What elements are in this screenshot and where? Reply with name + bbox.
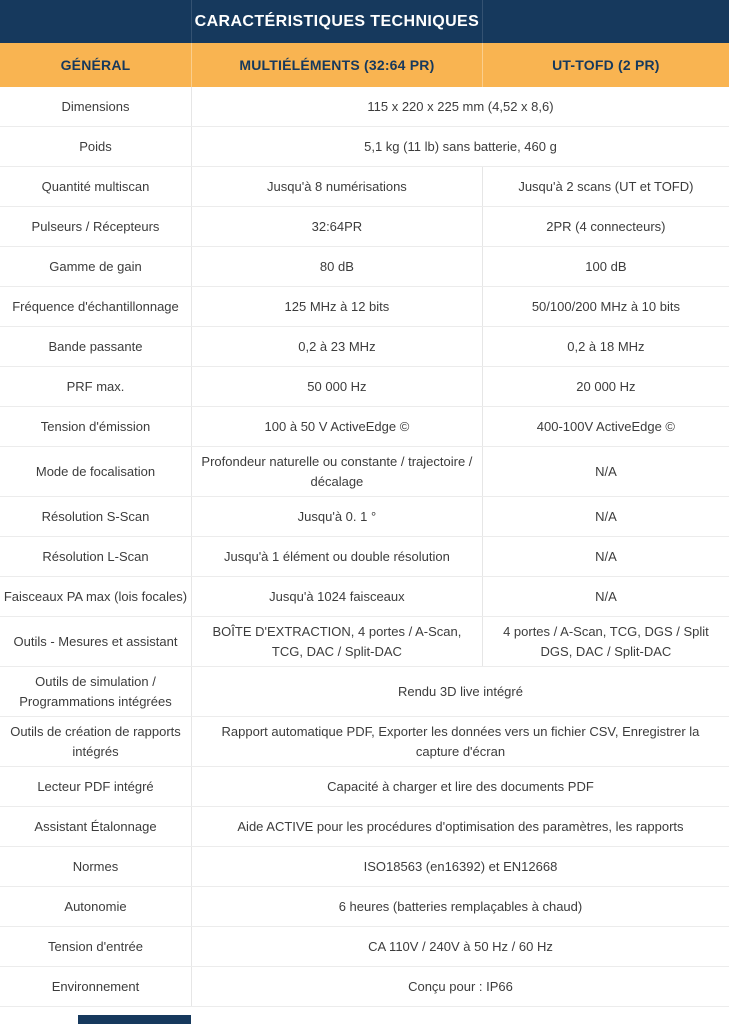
row-label: Résolution S-Scan <box>41 508 150 524</box>
column-header-ut-tofd: UT-TOFD (2 PR) <box>482 43 729 87</box>
page-title: CARACTÉRISTIQUES TECHNIQUES <box>194 12 480 30</box>
table-row <box>0 327 729 367</box>
table-row <box>0 717 729 767</box>
row-label: Outils - Mesures et assistant <box>13 633 178 649</box>
row-value-ut-tofd: Jusqu'à 2 scans (UT et TOFD) <box>482 167 729 206</box>
row-value-ut-tofd: 0,2 à 18 MHz <box>482 327 729 366</box>
row-value-combined: Rapport automatique PDF, Exporter les données vers un fichier CSV, Enregistrer la capture d'écran <box>191 717 729 766</box>
row-label: Normes <box>72 858 119 874</box>
table-row <box>0 367 729 407</box>
row-value-ut-tofd: 4 portes / A-Scan, TCG, DGS / Split DGS, DAC / Split-DAC <box>482 617 729 666</box>
row-value-combined: 115 x 220 x 225 mm (4,52 x 8,6) <box>191 87 729 126</box>
row-value-multielements: Jusqu'à 1024 faisceaux <box>191 577 482 616</box>
row-label: Outils de création de rapports intégrés <box>10 724 181 759</box>
title-band <box>0 0 729 43</box>
row-value-ut-tofd: 2PR (4 connecteurs) <box>482 207 729 246</box>
row-value-ut-tofd: N/A <box>482 537 729 576</box>
row-value-multielements: 50 000 Hz <box>191 367 482 406</box>
table-row <box>0 577 729 617</box>
row-value-multielements: 80 dB <box>191 247 482 286</box>
table-row <box>0 887 729 927</box>
row-label: Pulseurs / Récepteurs <box>31 218 160 234</box>
row-label: Outils de simulation / Programmations intégrées <box>19 674 172 709</box>
row-label: Environnement <box>51 978 140 994</box>
row-value-ut-tofd: 400-100V ActiveEdge © <box>482 407 729 446</box>
table-row <box>0 407 729 447</box>
row-value-multielements: Jusqu'à 0. 1 ° <box>191 497 482 536</box>
row-label: Résolution L-Scan <box>42 548 149 564</box>
row-value-multielements: 100 à 50 V ActiveEdge © <box>191 407 482 446</box>
row-label: PRF max. <box>66 378 125 394</box>
column-header-general: GÉNÉRAL <box>60 57 131 73</box>
spec-table-body <box>0 87 729 1007</box>
row-label: Faisceaux PA max (lois focales) <box>3 588 188 604</box>
table-row <box>0 247 729 287</box>
table-row <box>0 497 729 537</box>
row-value-ut-tofd: 100 dB <box>482 247 729 286</box>
row-value-multielements: 125 MHz à 12 bits <box>191 287 482 326</box>
row-label: Assistant Étalonnage <box>34 818 157 834</box>
row-label: Lecteur PDF intégré <box>37 778 154 794</box>
row-label: Tension d'émission <box>40 418 151 434</box>
table-row <box>0 967 729 1007</box>
table-row <box>0 667 729 717</box>
table-row <box>0 87 729 127</box>
row-value-ut-tofd: N/A <box>482 447 729 496</box>
table-row <box>0 537 729 577</box>
row-value-combined: Capacité à charger et lire des documents PDF <box>191 767 729 806</box>
row-value-combined: CA 110V / 240V à 50 Hz / 60 Hz <box>191 927 729 966</box>
row-value-combined: 5,1 kg (11 lb) sans batterie, 460 g <box>191 127 729 166</box>
table-row <box>0 767 729 807</box>
row-value-combined: ISO18563 (en16392) et EN12668 <box>191 847 729 886</box>
table-row <box>0 847 729 887</box>
title-band-center-cell <box>191 0 482 43</box>
table-row <box>0 167 729 207</box>
row-label: Fréquence d'échantillonnage <box>12 298 179 314</box>
row-value-ut-tofd: 50/100/200 MHz à 10 bits <box>482 287 729 326</box>
row-value-combined: Conçu pour : IP66 <box>191 967 729 1006</box>
table-row <box>0 447 729 497</box>
row-label: Mode de focalisation <box>35 463 156 479</box>
next-section-band-fragment <box>78 1015 191 1024</box>
title-band-left-cell <box>0 0 191 43</box>
row-label: Bande passante <box>48 338 143 354</box>
row-label: Quantité multiscan <box>41 178 150 194</box>
table-row <box>0 617 729 667</box>
row-value-multielements: Jusqu'à 1 élément ou double résolution <box>191 537 482 576</box>
table-row <box>0 807 729 847</box>
row-value-combined: Aide ACTIVE pour les procédures d'optimisation des paramètres, les rapports <box>191 807 729 846</box>
column-header-multielements: MULTIÉLÉMENTS (32:64 PR) <box>191 43 482 87</box>
row-label: Poids <box>79 138 112 154</box>
row-label: Tension d'entrée <box>47 938 143 954</box>
row-value-multielements: Profondeur naturelle ou constante / trajectoire / décalage <box>191 447 482 496</box>
row-value-ut-tofd: N/A <box>482 577 729 616</box>
table-row <box>0 207 729 247</box>
row-value-combined: Rendu 3D live intégré <box>191 667 729 716</box>
row-label: Autonomie <box>64 898 127 914</box>
row-label: Gamme de gain <box>49 258 142 274</box>
title-band-right-cell <box>482 0 729 43</box>
row-value-ut-tofd: 20 000 Hz <box>482 367 729 406</box>
row-value-multielements: 0,2 à 23 MHz <box>191 327 482 366</box>
row-label: Dimensions <box>61 98 130 114</box>
row-value-combined: 6 heures (batteries remplaçables à chaud) <box>191 887 729 926</box>
row-value-ut-tofd: N/A <box>482 497 729 536</box>
row-value-multielements: 32:64PR <box>191 207 482 246</box>
row-value-multielements: BOÎTE D'EXTRACTION, 4 portes / A-Scan, TCG, DAC / Split-DAC <box>191 617 482 666</box>
column-header-band <box>0 43 729 87</box>
row-value-multielements: Jusqu'à 8 numérisations <box>191 167 482 206</box>
table-row <box>0 127 729 167</box>
table-row <box>0 287 729 327</box>
table-row <box>0 927 729 967</box>
